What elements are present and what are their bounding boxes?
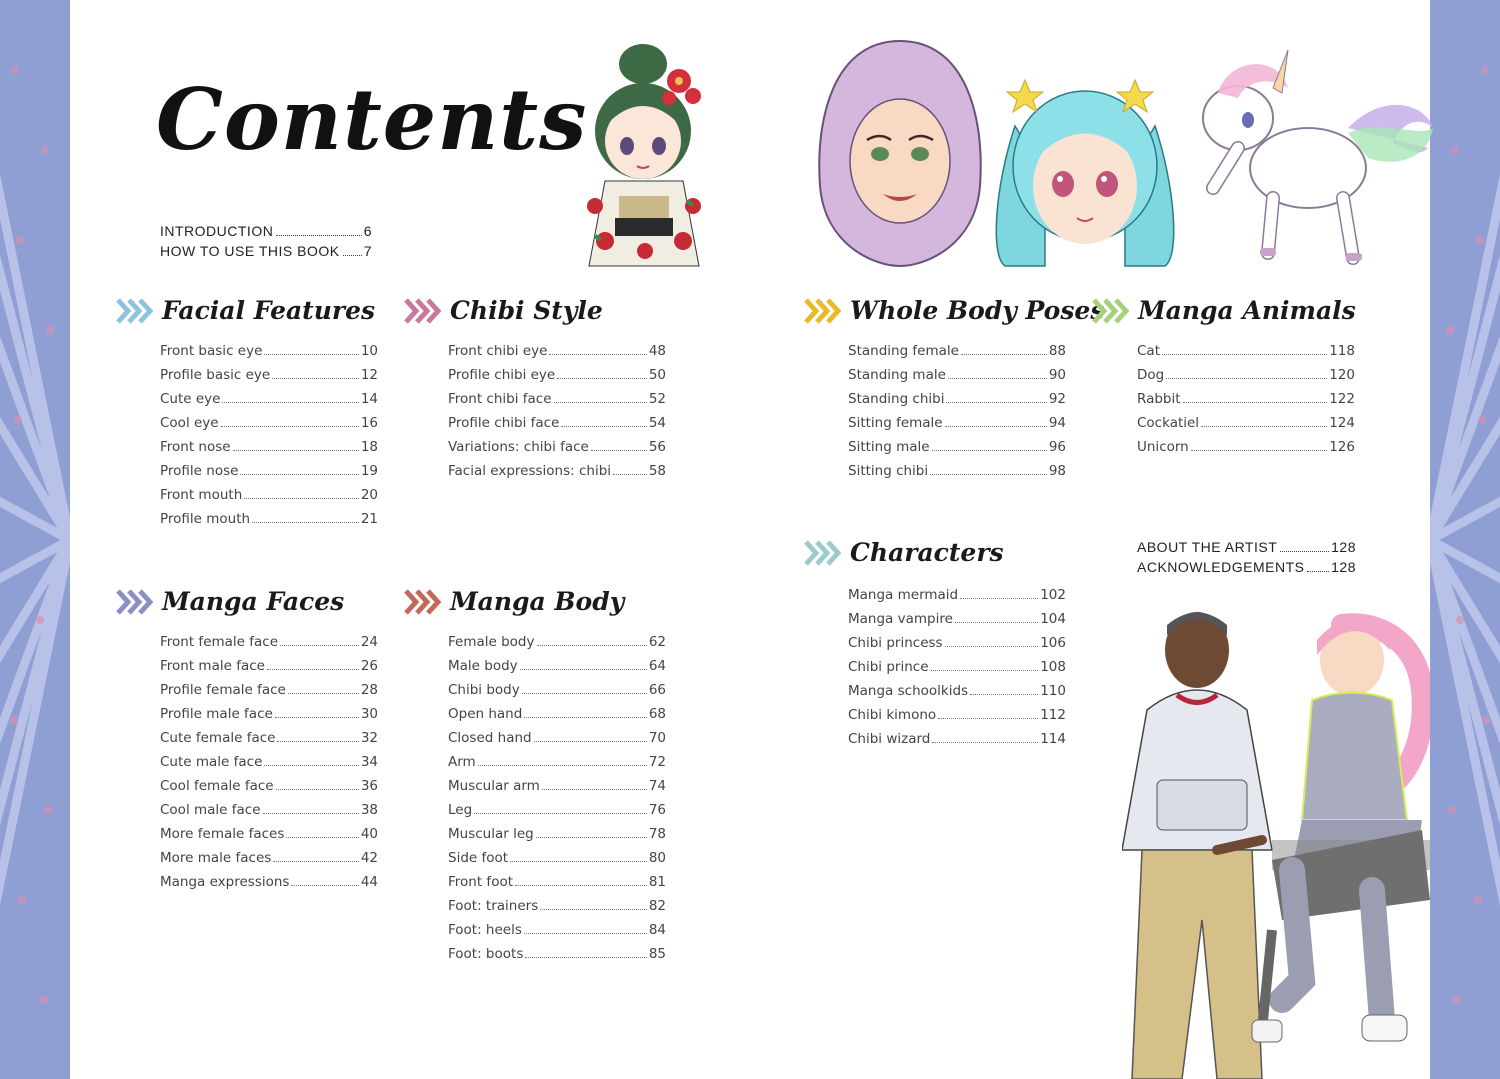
- section-heading-whole-body-poses: [804, 296, 1104, 325]
- entry-label: Cute male face: [160, 754, 263, 770]
- left-decorative-border: [0, 0, 70, 1079]
- toc-entry[interactable]: [160, 463, 378, 487]
- entry-page-number: 88: [1048, 343, 1066, 359]
- dot-leader: [291, 885, 358, 886]
- dot-leader: [252, 522, 359, 523]
- dot-leader: [1162, 354, 1327, 355]
- toc-entry[interactable]: [448, 439, 666, 463]
- entry-page-number: 32: [360, 730, 378, 746]
- item-page: 128: [1331, 539, 1356, 555]
- entry-page-number: 90: [1048, 367, 1066, 383]
- entry-label: Foot: boots: [448, 946, 524, 962]
- section-title: Manga Body: [450, 587, 625, 616]
- entry-label: Closed hand: [448, 730, 532, 746]
- item-page: 128: [1331, 559, 1356, 575]
- toc-entry[interactable]: [448, 874, 666, 898]
- entry-label: Profile chibi eye: [448, 367, 556, 383]
- entry-label: Foot: heels: [448, 922, 522, 938]
- dot-leader: [288, 693, 359, 694]
- chevron-icon: [1092, 298, 1130, 324]
- toc-entry[interactable]: [160, 874, 378, 898]
- entry-page-number: 120: [1329, 367, 1355, 383]
- toc-entry[interactable]: [160, 778, 378, 802]
- entry-label: Standing chibi: [848, 391, 945, 407]
- entry-page-number: 36: [360, 778, 378, 794]
- dot-leader: [945, 426, 1047, 427]
- entry-label: Dog: [1137, 367, 1165, 383]
- entry-label: Foot: trainers: [448, 898, 539, 914]
- toc-entry[interactable]: [160, 439, 378, 463]
- item-label: ACKNOWLEDGEMENTS: [1137, 559, 1305, 575]
- entry-label: Front nose: [160, 439, 231, 455]
- dot-leader: [613, 474, 647, 475]
- entry-label: Rabbit: [1137, 391, 1181, 407]
- toc-entry[interactable]: [160, 391, 378, 415]
- toc-entry[interactable]: [848, 635, 1066, 659]
- section-heading-chibi-style: [404, 296, 603, 325]
- dot-leader: [557, 378, 647, 379]
- dot-leader: [1183, 402, 1328, 403]
- entry-label: Profile mouth: [160, 511, 251, 527]
- entry-page-number: 85: [648, 946, 666, 962]
- toc-entry[interactable]: [448, 826, 666, 850]
- dot-leader: [955, 622, 1038, 623]
- toc-entry[interactable]: [448, 898, 666, 922]
- entry-label: Side foot: [448, 850, 509, 866]
- entry-label: Front basic eye: [160, 343, 263, 359]
- toc-list-manga-body: [448, 634, 666, 970]
- toc-entry[interactable]: [1137, 343, 1355, 367]
- dot-leader: [522, 693, 647, 694]
- entry-label: Sitting female: [848, 415, 943, 431]
- entry-label: Sitting chibi: [848, 463, 929, 479]
- toc-entry[interactable]: [448, 802, 666, 826]
- toc-entry[interactable]: [448, 922, 666, 946]
- entry-page-number: 118: [1329, 343, 1355, 359]
- blue-haired-girl-illustration: [985, 66, 1185, 272]
- entry-page-number: 82: [648, 898, 666, 914]
- toc-entry[interactable]: [160, 850, 378, 874]
- toc-entry[interactable]: [448, 391, 666, 415]
- toc-entry[interactable]: [448, 706, 666, 730]
- entry-page-number: 110: [1040, 683, 1066, 699]
- toc-entry[interactable]: [448, 415, 666, 439]
- entry-label: Muscular leg: [448, 826, 534, 842]
- entry-page-number: 34: [360, 754, 378, 770]
- dot-leader: [930, 474, 1047, 475]
- dot-leader: [233, 450, 359, 451]
- entry-page-number: 84: [648, 922, 666, 938]
- dot-leader: [277, 741, 358, 742]
- entry-label: Manga mermaid: [848, 587, 959, 603]
- toc-entry[interactable]: [160, 658, 378, 682]
- dot-leader: [938, 718, 1038, 719]
- dot-leader: [222, 402, 358, 403]
- dot-leader: [960, 598, 1038, 599]
- entry-label: Chibi kimono: [848, 707, 937, 723]
- dot-leader: [524, 933, 647, 934]
- toc-entry[interactable]: [160, 634, 378, 658]
- entry-page-number: 68: [648, 706, 666, 722]
- toc-entry[interactable]: [1137, 415, 1355, 439]
- dot-leader: [524, 717, 647, 718]
- item-page: 6: [363, 223, 372, 239]
- dot-leader: [948, 378, 1047, 379]
- entry-label: Sitting male: [848, 439, 930, 455]
- entry-page-number: 58: [648, 463, 666, 479]
- entry-page-number: 102: [1040, 587, 1066, 603]
- chevron-icon: [116, 298, 154, 324]
- dot-leader: [536, 837, 647, 838]
- entry-page-number: 18: [360, 439, 378, 455]
- chevron-icon: [804, 298, 842, 324]
- entry-label: Front male face: [160, 658, 265, 674]
- dot-leader: [520, 669, 647, 670]
- toc-list-whole-body-poses: [848, 343, 1066, 487]
- entry-page-number: 21: [360, 511, 378, 527]
- front-matter-list: [160, 223, 372, 263]
- dot-leader: [932, 450, 1047, 451]
- section-heading-manga-body: [404, 587, 624, 616]
- dot-leader: [474, 813, 647, 814]
- back-matter-item[interactable]: [1137, 559, 1356, 579]
- dot-leader: [244, 498, 359, 499]
- back-matter-item[interactable]: [1137, 539, 1356, 559]
- section-title: Manga Faces: [162, 587, 345, 616]
- entry-page-number: 42: [360, 850, 378, 866]
- toc-entry[interactable]: [848, 587, 1066, 611]
- toc-entry[interactable]: [160, 367, 378, 391]
- item-label: HOW TO USE THIS BOOK: [160, 243, 340, 259]
- entry-label: Chibi princess: [848, 635, 943, 651]
- entry-label: Arm: [448, 754, 476, 770]
- toc-entry[interactable]: [1137, 367, 1355, 391]
- entry-page-number: 19: [360, 463, 378, 479]
- section-title: Facial Features: [162, 296, 376, 325]
- entry-page-number: 26: [360, 658, 378, 674]
- toc-entry[interactable]: [848, 343, 1066, 367]
- dot-leader: [276, 789, 359, 790]
- entry-page-number: 14: [360, 391, 378, 407]
- unicorn-illustration: [1178, 48, 1443, 270]
- entry-label: Cute eye: [160, 391, 221, 407]
- toc-entry[interactable]: [848, 731, 1066, 755]
- entry-label: Cute female face: [160, 730, 276, 746]
- dot-leader: [542, 789, 647, 790]
- entry-label: Cool male face: [160, 802, 261, 818]
- entry-label: Leg: [448, 802, 473, 818]
- dot-leader: [932, 742, 1038, 743]
- toc-entry[interactable]: [848, 439, 1066, 463]
- entry-label: Front chibi face: [448, 391, 552, 407]
- dot-leader: [510, 861, 647, 862]
- item-page: 7: [363, 243, 372, 259]
- section-heading-facial-features: [116, 296, 375, 325]
- dot-leader: [273, 861, 358, 862]
- toc-entry[interactable]: [848, 391, 1066, 415]
- entry-label: Female body: [448, 634, 535, 650]
- toc-entry[interactable]: [448, 682, 666, 706]
- toc-entry[interactable]: [1137, 439, 1355, 463]
- dot-leader: [276, 235, 361, 236]
- dot-leader: [267, 669, 359, 670]
- entry-page-number: 10: [360, 343, 378, 359]
- toc-entry[interactable]: [160, 754, 378, 778]
- hijab-girl-illustration: [815, 36, 985, 270]
- entry-page-number: 38: [360, 802, 378, 818]
- entry-label: Cool female face: [160, 778, 274, 794]
- entry-page-number: 62: [648, 634, 666, 650]
- toc-list-characters: [848, 587, 1066, 755]
- toc-entry[interactable]: [848, 367, 1066, 391]
- entry-page-number: 74: [648, 778, 666, 794]
- entry-page-number: 12: [360, 367, 378, 383]
- dot-leader: [264, 354, 358, 355]
- entry-page-number: 114: [1040, 731, 1066, 747]
- entry-label: Facial expressions: chibi: [448, 463, 612, 479]
- dot-leader: [534, 741, 647, 742]
- entry-label: Cat: [1137, 343, 1160, 359]
- toc-entry[interactable]: [448, 946, 666, 970]
- back-matter-list: [1137, 539, 1356, 579]
- chevron-icon: [404, 298, 442, 324]
- entry-page-number: 94: [1048, 415, 1066, 431]
- item-label: INTRODUCTION: [160, 223, 274, 239]
- dot-leader: [275, 717, 359, 718]
- toc-entry[interactable]: [160, 682, 378, 706]
- section-heading-manga-faces: [116, 587, 344, 616]
- toc-entry[interactable]: [160, 730, 378, 754]
- front-matter-item[interactable]: [160, 223, 372, 243]
- toc-entry[interactable]: [448, 634, 666, 658]
- dot-leader: [240, 474, 358, 475]
- entry-page-number: 106: [1040, 635, 1066, 651]
- dot-leader: [561, 426, 646, 427]
- toc-entry[interactable]: [160, 802, 378, 826]
- dot-leader: [540, 909, 647, 910]
- item-label: ABOUT THE ARTIST: [1137, 539, 1278, 555]
- dot-leader: [343, 255, 362, 256]
- entry-label: Profile basic eye: [160, 367, 271, 383]
- entry-label: Standing female: [848, 343, 959, 359]
- entry-label: Front female face: [160, 634, 279, 650]
- entry-page-number: 92: [1048, 391, 1066, 407]
- entry-page-number: 24: [360, 634, 378, 650]
- entry-page-number: 30: [360, 706, 378, 722]
- section-title: Manga Animals: [1138, 296, 1356, 325]
- entry-page-number: 40: [360, 826, 378, 842]
- entry-label: Profile male face: [160, 706, 273, 722]
- entry-label: Front foot: [448, 874, 514, 890]
- entry-page-number: 64: [648, 658, 666, 674]
- entry-label: Chibi body: [448, 682, 520, 698]
- entry-label: Standing male: [848, 367, 946, 383]
- front-matter-item[interactable]: [160, 243, 372, 263]
- entry-page-number: 50: [648, 367, 666, 383]
- toc-entry[interactable]: [160, 487, 378, 511]
- toc-entry[interactable]: [160, 343, 378, 367]
- chevron-icon: [116, 589, 154, 615]
- entry-label: Profile female face: [160, 682, 286, 698]
- dot-leader: [1166, 378, 1327, 379]
- toc-entry[interactable]: [448, 658, 666, 682]
- entry-label: Profile nose: [160, 463, 239, 479]
- dot-leader: [280, 645, 359, 646]
- entry-label: Cool eye: [160, 415, 219, 431]
- dot-leader: [221, 426, 359, 427]
- section-title: Chibi Style: [450, 296, 603, 325]
- entry-page-number: 81: [648, 874, 666, 890]
- section-heading-manga-animals: [1092, 296, 1356, 325]
- toc-list-facial-features: [160, 343, 378, 535]
- toc-entry[interactable]: [448, 850, 666, 874]
- toc-entry[interactable]: [448, 778, 666, 802]
- dot-leader: [286, 837, 358, 838]
- dot-leader: [525, 957, 646, 958]
- chevron-icon: [804, 540, 842, 566]
- toc-entry[interactable]: [848, 611, 1066, 635]
- entry-page-number: 78: [648, 826, 666, 842]
- dot-leader: [515, 885, 647, 886]
- entry-label: Profile chibi face: [448, 415, 560, 431]
- entry-page-number: 54: [648, 415, 666, 431]
- dot-leader: [1280, 551, 1329, 552]
- dot-leader: [554, 402, 647, 403]
- entry-page-number: 98: [1048, 463, 1066, 479]
- toc-list-chibi-style: [448, 343, 666, 487]
- dot-leader: [478, 765, 647, 766]
- toc-list-manga-animals: [1137, 343, 1355, 463]
- dot-leader: [931, 670, 1039, 671]
- entry-page-number: 16: [360, 415, 378, 431]
- entry-page-number: 122: [1329, 391, 1355, 407]
- dot-leader: [549, 354, 646, 355]
- entry-label: Male body: [448, 658, 518, 674]
- entry-label: Open hand: [448, 706, 523, 722]
- entry-page-number: 126: [1329, 439, 1355, 455]
- entry-label: Muscular arm: [448, 778, 540, 794]
- toc-entry[interactable]: [448, 367, 666, 391]
- entry-page-number: 52: [648, 391, 666, 407]
- entry-page-number: 112: [1040, 707, 1066, 723]
- dot-leader: [970, 694, 1038, 695]
- entry-page-number: 48: [648, 343, 666, 359]
- section-title: Whole Body Poses: [850, 296, 1105, 325]
- toc-entry[interactable]: [848, 659, 1066, 683]
- dot-leader: [1201, 426, 1327, 427]
- section-title: Characters: [850, 538, 1004, 567]
- chibi-kimono-girl-illustration: [575, 36, 715, 276]
- toc-entry[interactable]: [160, 415, 378, 439]
- entry-label: More male faces: [160, 850, 272, 866]
- toc-entry[interactable]: [448, 730, 666, 754]
- entry-label: More female faces: [160, 826, 285, 842]
- entry-label: Front chibi eye: [448, 343, 548, 359]
- dot-leader: [946, 402, 1046, 403]
- toc-entry[interactable]: [448, 463, 666, 487]
- dot-leader: [272, 378, 359, 379]
- entry-page-number: 28: [360, 682, 378, 698]
- section-heading-characters: [804, 538, 1004, 567]
- entry-page-number: 108: [1040, 659, 1066, 675]
- toc-entry[interactable]: [1137, 391, 1355, 415]
- entry-page-number: 20: [360, 487, 378, 503]
- entry-label: Chibi prince: [848, 659, 929, 675]
- entry-page-number: 56: [648, 439, 666, 455]
- entry-label: Variations: chibi face: [448, 439, 589, 455]
- entry-page-number: 66: [648, 682, 666, 698]
- toc-entry[interactable]: [848, 683, 1066, 707]
- toc-list-manga-faces: [160, 634, 378, 898]
- entry-page-number: 44: [360, 874, 378, 890]
- toc-entry[interactable]: [848, 415, 1066, 439]
- dot-leader: [1307, 571, 1329, 572]
- dot-leader: [945, 646, 1039, 647]
- schoolkids-illustration: [1122, 600, 1430, 1079]
- entry-label: Unicorn: [1137, 439, 1189, 455]
- dot-leader: [264, 765, 358, 766]
- entry-page-number: 96: [1048, 439, 1066, 455]
- entry-label: Manga vampire: [848, 611, 953, 627]
- toc-entry[interactable]: [448, 343, 666, 367]
- toc-entry[interactable]: [848, 707, 1066, 731]
- entry-page-number: 104: [1040, 611, 1066, 627]
- dot-leader: [263, 813, 359, 814]
- toc-entry[interactable]: [448, 754, 666, 778]
- entry-page-number: 124: [1329, 415, 1355, 431]
- toc-entry[interactable]: [160, 706, 378, 730]
- dot-leader: [961, 354, 1047, 355]
- dot-leader: [537, 645, 647, 646]
- entry-label: Front mouth: [160, 487, 243, 503]
- entry-label: Manga expressions: [160, 874, 290, 890]
- entry-page-number: 80: [648, 850, 666, 866]
- toc-entry[interactable]: [848, 463, 1066, 487]
- page-title: Contents: [156, 70, 588, 169]
- dot-leader: [591, 450, 647, 451]
- entry-page-number: 70: [648, 730, 666, 746]
- entry-label: Manga schoolkids: [848, 683, 969, 699]
- dot-leader: [1191, 450, 1327, 451]
- entry-label: Cockatiel: [1137, 415, 1200, 431]
- toc-entry[interactable]: [160, 511, 378, 535]
- entry-page-number: 72: [648, 754, 666, 770]
- entry-label: Chibi wizard: [848, 731, 931, 747]
- entry-page-number: 76: [648, 802, 666, 818]
- chevron-icon: [404, 589, 442, 615]
- toc-entry[interactable]: [160, 826, 378, 850]
